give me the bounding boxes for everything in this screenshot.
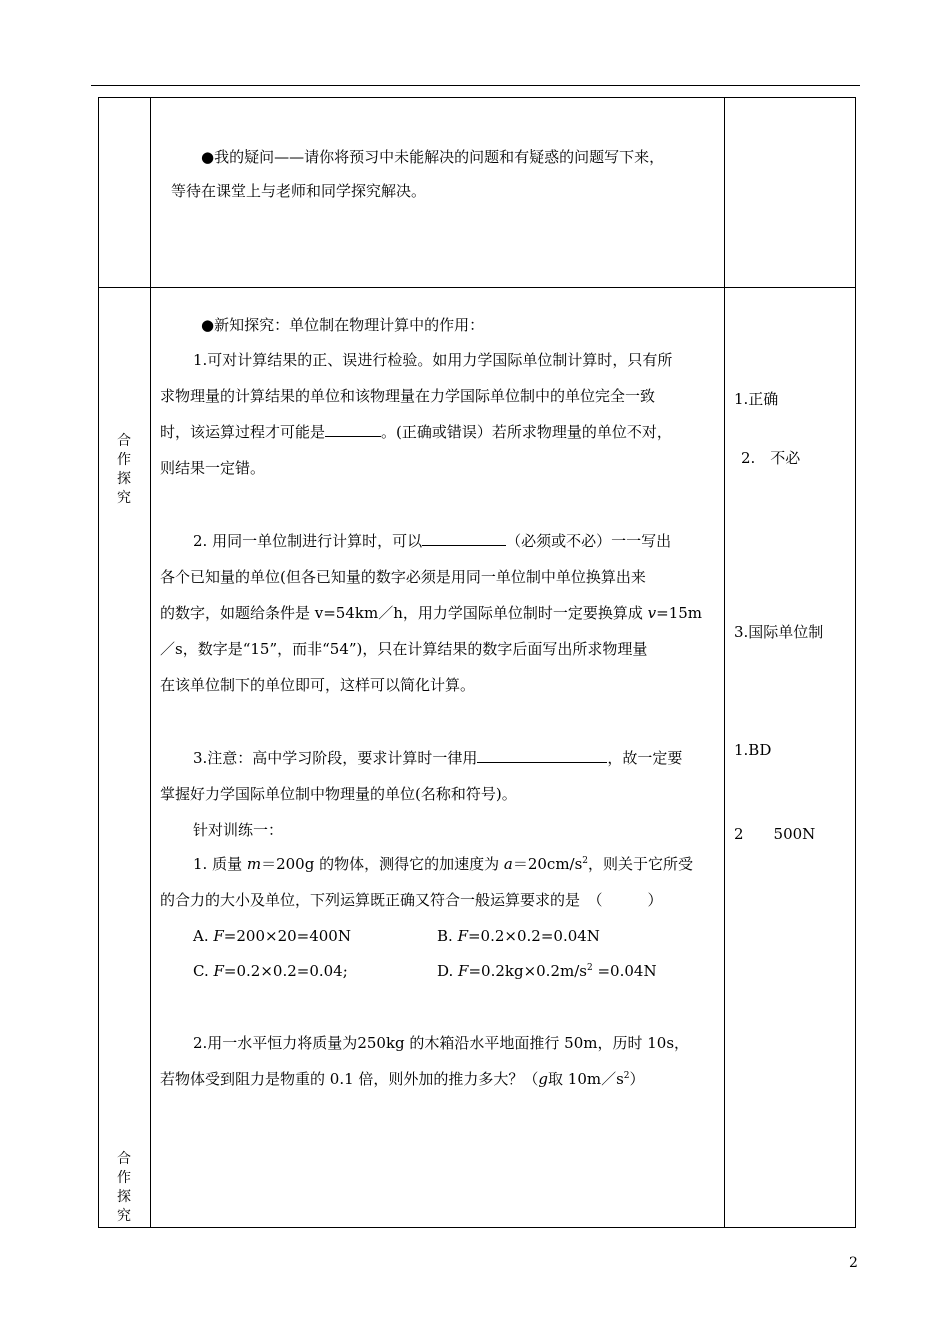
table-row-questions: [99, 98, 856, 288]
option-d[interactable]: D. $F=0.2kg\times 0.2m/s^2 =0.04N$: [437, 962, 657, 980]
answer-2: 2. 不必: [741, 449, 801, 467]
q2-line-2: 若物体受到阻力是物重的 0.1 倍，则外加的推力多大？（g取 $10m/s^2$）: [160, 1070, 645, 1088]
p1-line-4: 则结果一定错。: [160, 459, 266, 477]
question-line-1: ●我的疑问——请你将预习中未能解决的问题和有疑惑的问题写下来，: [201, 148, 665, 166]
answer-4: 1.BD: [734, 741, 772, 759]
option-b[interactable]: B. F=0.2×0.2=0.04N: [437, 927, 600, 945]
option-c[interactable]: C. F=0.2×0.2=0.04;: [193, 962, 348, 980]
drill-title: 针对训练一：: [193, 821, 284, 839]
q2-line-1: 2.用一水平恒力将质量为250kg 的木箱沿水平地面推行 50m，历时 10s，: [193, 1034, 690, 1052]
section-heading: ●新知探究：单位制在物理计算中的作用：: [201, 316, 485, 334]
answer-1: 1.正确: [734, 390, 779, 408]
p2-line-4: ／s，数字是“15”，而非“54”)，只在计算结果的数字后面写出所求物理量: [160, 640, 648, 658]
p2-line-1: 2. 用同一单位制进行计算时，可以 （必须或不必）一一写出: [193, 532, 672, 550]
answer-3: 3.国际单位制: [734, 623, 824, 641]
blank-must-or-not[interactable]: [422, 531, 506, 546]
row1-label-cell: [99, 98, 151, 288]
side-label-top: 合 作 探 究: [117, 433, 131, 506]
row2-content-cell: [151, 288, 725, 1228]
header-rule: [91, 85, 860, 86]
row1-content-cell: [151, 98, 725, 288]
p1-line-2: 求物理量的计算结果的单位和该物理量在力学国际单位制中的单位完全一致: [160, 387, 656, 405]
p2-line-3: 的数字，如题给条件是 v=54km／h，用力学国际单位制时一定要换算成 v=15m: [160, 604, 703, 622]
side-label-bottom: 合 作 探 究: [117, 1151, 131, 1224]
p1-line-3: 时，该运算过程才可能是 。(正确或错误）若所求物理量的单位不对，: [160, 423, 672, 441]
question-line-2: 等待在课堂上与老师和同学探究解决。: [171, 182, 427, 200]
p3-line-2: 掌握好力学国际单位制中物理量的单位(名称和符号)。: [160, 785, 517, 803]
blank-correct-wrong[interactable]: [325, 422, 381, 437]
answer-5: 2 500N: [734, 825, 816, 843]
option-a[interactable]: A. F=200×20=400N: [193, 927, 351, 945]
page-number: 2: [849, 1255, 858, 1271]
row2-label-cell: [99, 288, 151, 1228]
row2-answer-cell: [725, 288, 856, 1228]
lesson-table: [98, 97, 856, 1228]
row1-answer-cell: [725, 98, 856, 288]
p1-line-1: 1.可对计算结果的正、误进行检验。如用力学国际单位制计算时，只有所: [193, 351, 673, 369]
table-row-explore: [99, 288, 856, 1228]
blank-unit-system[interactable]: [477, 748, 607, 763]
p3-line-1: 3.注意：高中学习阶段，要求计算时一律用 ，故一定要: [193, 749, 683, 767]
q1-line-1: 1. 质量 m＝200g 的物体，测得它的加速度为 $a=20cm/s^2$，则关于它所受: [193, 855, 694, 873]
p2-line-2: 各个已知量的单位(但各已知量的数字必须是用同一单位制中单位换算出来: [160, 568, 646, 586]
q1-line-2: 的合力的大小及单位，下列运算既正确又符合一般运算要求的是 （ ）: [160, 891, 663, 909]
p2-line-5: 在该单位制下的单位即可，这样可以简化计算。: [160, 676, 476, 694]
